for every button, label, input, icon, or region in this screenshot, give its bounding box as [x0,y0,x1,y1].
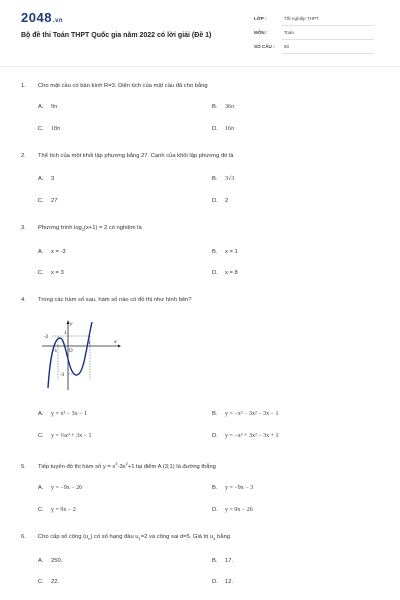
q1-option-a[interactable]: A. 9π [38,104,58,110]
tick-x-minus2: -2 [44,335,49,340]
q2-option-c[interactable]: C. 27 [38,198,58,204]
q3-option-b[interactable]: B. x = 1 [212,249,238,255]
q4-option-d[interactable]: D. y = −x³ + 3x² − 3x + 1 [212,433,279,439]
x-axis-arrow [118,345,121,348]
q5-option-d[interactable]: D. y = 9x − 26 [212,507,253,513]
q3-option-c[interactable]: C. x = 3 [38,270,64,276]
meta-subject: MÔN : Toán [254,27,374,41]
tick-x-1: 1 [88,341,91,346]
q2-option-d[interactable]: D. 2 [212,198,229,204]
q6-option-a[interactable]: A. 250. [38,558,63,564]
question-3: 3. Phương trình $\log_2(x+1) = 2$ có nghiệm là [21,225,142,233]
question-1: 1. Cho mặt cầu có bán kính R=3. Diện tích của mặt cầu đã cho bằng [21,83,208,89]
meta-question-count: SỐ CÂU : 50 [254,41,374,55]
q1-option-d[interactable]: D. 16π [212,126,235,132]
function-graph [38,318,122,392]
q3-option-d[interactable]: D. x = 8 [212,270,238,276]
q5-option-a[interactable]: A. y = −9x − 26 [38,485,83,491]
question-6: 6. Cho cấp số cộng $(u_n)$ có số hạng đầu $u_1=2$ và công sai d=5. Giá trị $u_4$ bằng [21,534,231,542]
q6-option-c[interactable]: C. 22. [38,579,60,585]
x-axis-label: x [114,339,117,345]
q2-option-b[interactable]: B. 3√3 [212,176,235,182]
q3-option-a[interactable]: A. x = -3 [38,249,66,255]
q4-option-a[interactable]: A. y = x³ − 3x − 1 [38,411,87,417]
y-axis-label: y [70,321,73,327]
tick-x-minus1: -1 [53,349,58,354]
document-title: Bộ đề thi Toán THPT Quốc gia năm 2022 có lời giải (Đề 1) [21,32,212,39]
q4-option-b[interactable]: B. y = −x³ − 3x² − 3x − 1 [212,411,279,417]
question-2: 2. Thể tích của một khối lập phương bằng 27. Cạnh của khối lập phương đó là [21,153,234,159]
site-logo[interactable]: 2048.vn [21,10,64,25]
question-5: 5. Tiếp tuyến đồ thị hàm số $y = x^3-3x^2+1$ tại điểm A (3;1) là đường thẳng [21,461,216,470]
q1-option-b[interactable]: B. 36π [212,104,235,110]
q4-option-c[interactable]: C. y = ⅓x³ + 3x − 1 [38,433,92,439]
q5-option-b[interactable]: B. y = −9x − 3 [212,485,254,491]
page-header [0,0,400,64]
cubic-curve [48,322,92,388]
question-4: 4. Trong các hàm số sau, hàm số nào có đồ thị như hình bên? [21,297,192,303]
tick-y-minus3: -3 [60,373,65,378]
q5-option-c[interactable]: C. y = 9x − 2 [38,507,76,513]
origin-label: O [69,349,73,354]
q6-option-d[interactable]: D. 12. [212,579,234,585]
tick-y-1: 1 [64,331,67,336]
q2-option-a[interactable]: A. 3 [38,176,55,182]
meta-grade: LỚP : Tốt nghiệp THPT [254,13,374,27]
q6-option-b[interactable]: B. 17. [212,558,234,564]
header-divider [0,66,400,67]
q1-option-c[interactable]: C. 18π [38,126,61,132]
